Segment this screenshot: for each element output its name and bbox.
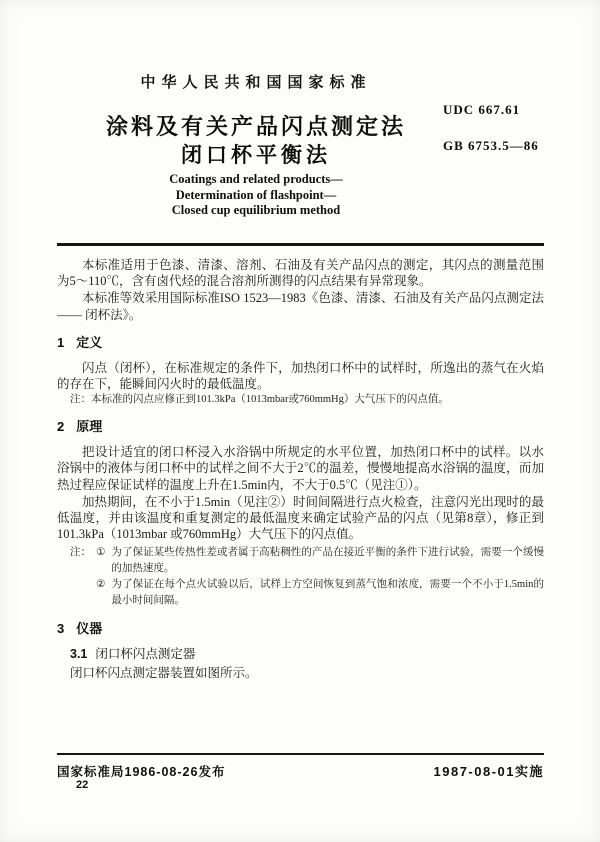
section1-title: 定义: [76, 334, 103, 350]
national-standard-label: 中华人民共和国国家标准: [140, 74, 372, 91]
title-english-line2: Determination of flashpoint—: [175, 187, 337, 202]
note-item-1: [96, 545, 544, 577]
notes-label: 注：: [70, 547, 91, 559]
note2-marker: ②: [96, 579, 106, 591]
section3-sub-title: 闭口杯闪点测定器: [95, 647, 196, 662]
note1-marker: ①: [96, 547, 106, 559]
standard-code: GB 6753.5—86: [443, 138, 539, 153]
title-english-line3: Closed cup equilibrium method: [171, 203, 341, 217]
title-english-line1: Coatings and related products—: [169, 172, 343, 186]
section1-heading: [57, 332, 544, 351]
footer-implementation-date: 1987-08-01实施: [433, 764, 544, 779]
footer-issued-date: 国家标准局1986-08-26发布: [57, 765, 226, 779]
footer-row: [57, 761, 544, 780]
section3-sub-number: 3.1: [70, 647, 88, 662]
section3-body-line: 闭口杯闪点测定器装置如图所示。: [70, 666, 258, 681]
scope-paragraph-1: 本标准适用于色漆、清漆、溶剂、石油及有关产品闪点的测定，其闪点的测量范围为5～110℃，含有卤代烃的混合溶剂所测得的闪点结果有异常现象。: [57, 258, 544, 289]
section1-number: 1: [57, 334, 65, 350]
note1-text: 为了保证某些传热性差或者属于高粘稠性的产品在接近平衡的条件下进行试验，需要一个缓慢的加热速度。: [111, 547, 544, 575]
section2-paragraph-2: 加热期间，在不小于1.5min（见注②）时间间隔进行点火检查，注意闪光出现时的最低温度，并由该温度和重复测定的最低温度来确定试验产品的闪点（见第8章），修正到101.3kPa（1013mbar 或760mmHg）大气压下的闪点值。: [57, 494, 544, 542]
footer-divider-rule: [57, 753, 544, 755]
section2-title: 原理: [76, 419, 103, 435]
title-chinese-line2: 闭口杯平衡法: [181, 144, 331, 167]
section2-notes: [57, 545, 544, 609]
title-english: [0, 172, 512, 219]
note-item-2: [96, 577, 544, 609]
section1-definition-paragraph: 闪点（闭杯），在标准规定的条件下，加热闭口杯中的试样时，所逸出的蒸气在火焰的存在下，能瞬间闪火时的最低温度。: [57, 360, 544, 392]
note2-text: 为了保证在每个点火试验以后，试样上方空间恢复到蒸气饱和浓度，需要一个不小于1.5min的最小时间间隔。: [111, 579, 544, 607]
section3-title: 仪器: [76, 621, 103, 637]
section3-heading: [57, 618, 544, 637]
section3-subheading: [57, 646, 544, 663]
section2-number: 2: [57, 419, 65, 435]
scope-paragraph-2: 本标准等效采用国际标准ISO 1523—1983《色漆、清漆、石油及有关产品闪点测定法 —— 闭杯法》。: [57, 291, 544, 322]
section3-number: 3: [57, 621, 65, 637]
section2-heading: [57, 416, 544, 435]
udc-number: UDC 667.61: [443, 102, 521, 117]
section2-paragraph-1: 把设计适宜的闭口杯浸入水浴锅中所规定的水平位置，加热闭口杯中的试样。以水浴锅中的液体与闭口杯中的试样之间不大于2℃的温差，慢慢地提高水浴锅的温度，而加热过程应保证试样的温度上升在1.5min内，不大于0.5℃（见注①）。: [57, 445, 544, 492]
notes-list: [96, 545, 544, 609]
title-chinese-line1: 涂料及有关产品闪点测定法: [105, 114, 406, 139]
section1-note: 注：本标准的闪点应修正到101.3kPa（1013mbar或760mmHg）大气压下的闪点值。: [70, 394, 449, 406]
page-number: 22: [76, 779, 89, 791]
header-divider-rule: [57, 243, 544, 246]
document-body: [57, 243, 544, 682]
